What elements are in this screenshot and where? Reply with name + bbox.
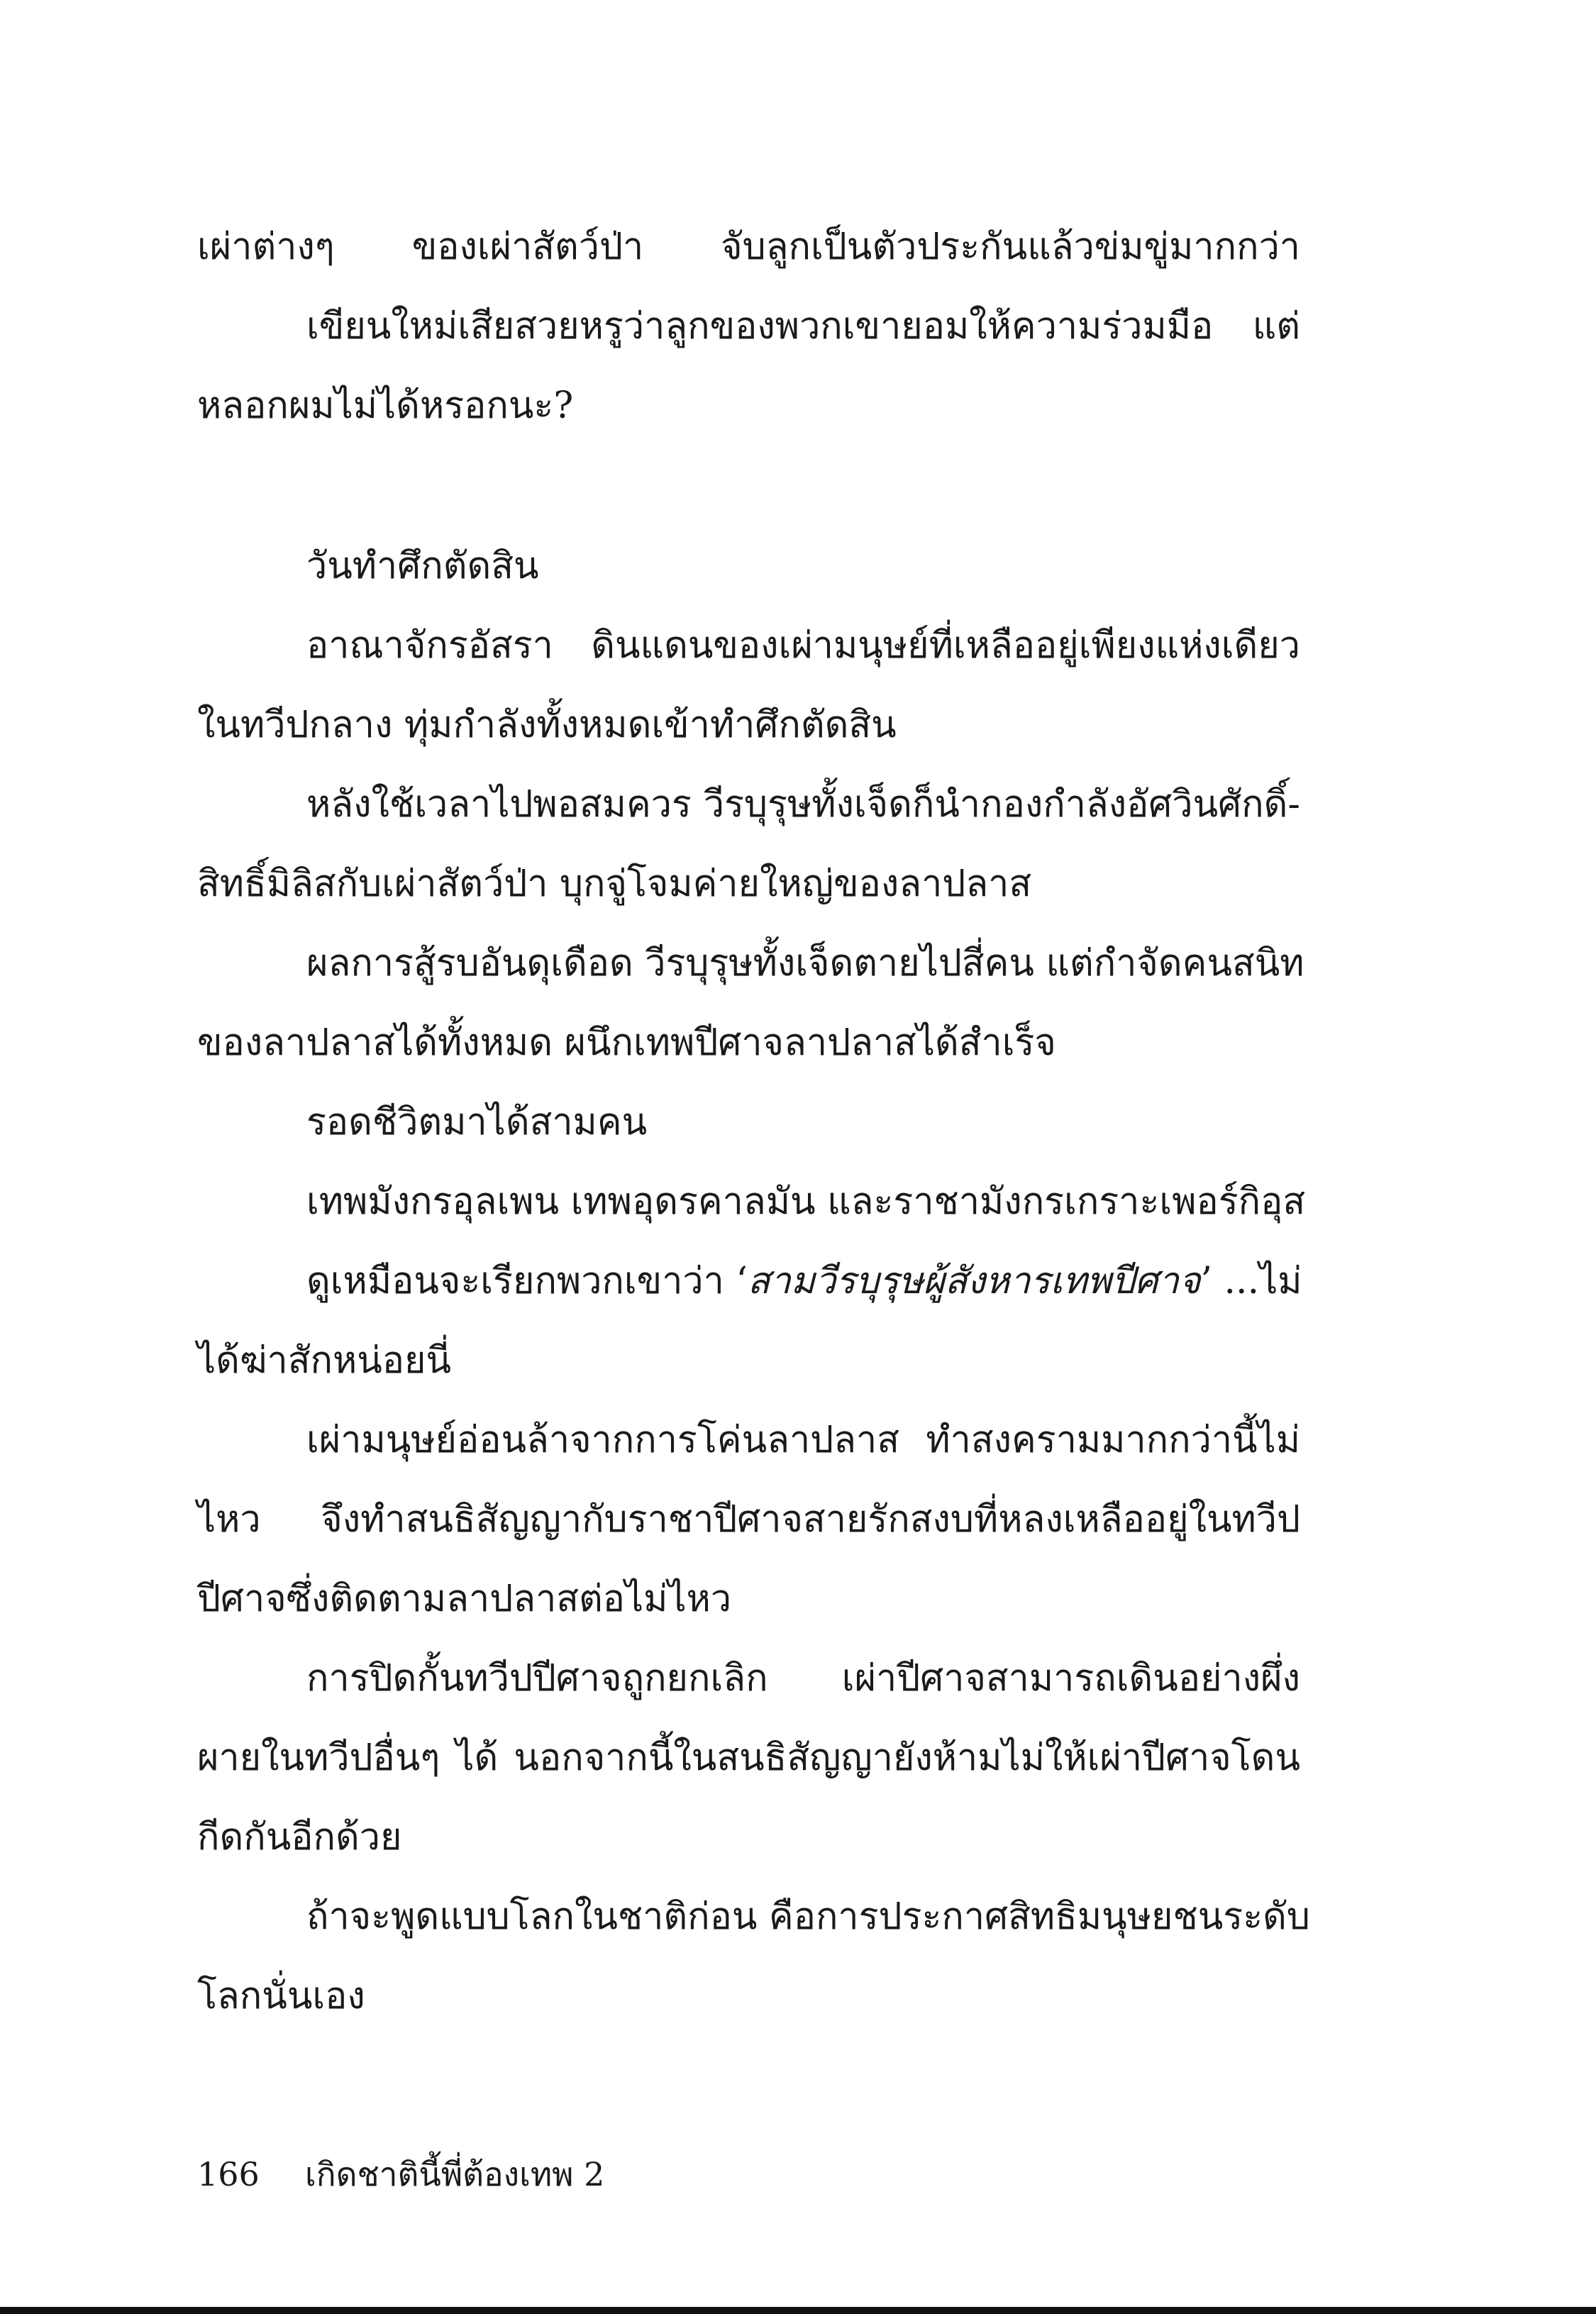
body-line-9: ผลการสู้รบอันดุเดือด วีรบุรุษทั้งเจ็ดตายไปสี่คน แต่กำจัดคนสนิท xyxy=(306,942,1304,985)
body-line-8: สิทธิ์มิลิสกับเผ่าสัตว์ป่า บุกจู่โจมค่ายใหญ่ของลาปลาส xyxy=(197,863,1032,905)
body-line-19: ผายในทวีปอื่นๆ ได้ นอกจากนี้ในสนธิสัญญายังห้ามไม่ให้เผ่าปีศาจโดน xyxy=(197,1737,1300,1779)
running-title: เกิดชาตินี้พี่ต้องเทพ 2 xyxy=(305,2155,605,2193)
body-line-12: เทพมังกรอุลเพน เทพอุดรคาลมัน และราชามังกรเกราะเพอร์กิอุส xyxy=(306,1180,1306,1223)
body-line-1: เผ่าต่างๆ ของเผ่าสัตว์ป่า จับลูกเป็นตัวประกันแล้วข่มขู่มากกว่า xyxy=(197,226,1300,268)
body-line-6: ในทวีปกลาง ทุ่มกำลังทั้งหมดเข้าทำศึกตัดสิน xyxy=(197,704,897,746)
body-line-5: อาณาจักรอัสรา ดินแดนของเผ่ามนุษย์ที่เหลืออยู่เพียงแห่งเดียว xyxy=(306,624,1300,667)
body-line-3: หลอกผมไม่ได้หรอกนะ? xyxy=(197,384,574,427)
body-line-21: ถ้าจะพูดแบบโลกในชาติก่อน คือการประกาศสิทธิมนุษยชนระดับ xyxy=(306,1895,1310,1938)
body-line-2: เขียนใหม่เสียสวยหรูว่าลูกของพวกเขายอมให้ความร่วมมือ แต่ xyxy=(306,305,1300,348)
page-footer xyxy=(197,2142,604,2206)
body-line-14: ได้ฆ่าสักหน่อยนี่ xyxy=(197,1339,452,1382)
body-line-18: การปิดกั้นทวีปปีศาจถูกยกเลิก เผ่าปีศาจสามารถเดินอย่างผึ่ง xyxy=(306,1657,1300,1700)
body-line-15: เผ่ามนุษย์อ่อนล้าจากการโค่นลาปลาส ทำสงครามมากกว่านี้ไม่ xyxy=(306,1419,1300,1461)
body-line-16: ไหว จึงทำสนธิสัญญากับราชาปีศาจสายรักสงบที่หลงเหลืออยู่ในทวีป xyxy=(197,1498,1300,1541)
body-line-13-pre: ดูเหมือนจะเรียกพวกเขาว่า ‘ xyxy=(306,1260,748,1302)
body-line-22: โลกนั่นเอง xyxy=(197,1975,365,2017)
italic-epithet: สามวีรบุรุษผู้สังหารเทพปีศาจ xyxy=(747,1260,1201,1302)
body-line-11: รอดชีวิตมาได้สามคน xyxy=(306,1101,648,1144)
bottom-edge-rule xyxy=(0,2307,1596,2314)
body-line-17: ปีศาจซึ่งติดตามลาปลาสต่อไม่ไหว xyxy=(197,1578,732,1620)
body-line-13-post: ’ ...ไม่ xyxy=(1200,1260,1302,1302)
page-number: 166 xyxy=(197,2155,260,2193)
body-line-10: ของลาปลาสได้ทั้งหมด ผนึกเทพปีศาจลาปลาสได้สำเร็จ xyxy=(197,1022,1056,1064)
body-line-7: หลังใช้เวลาไปพอสมควร วีรบุรุษทั้งเจ็ดก็นำกองกำลังอัศวินศักดิ์- xyxy=(306,783,1300,826)
scene-heading: วันทำศึกตัดสิน xyxy=(306,545,539,587)
body-line-13 xyxy=(306,1249,1300,1314)
body-line-20: กีดกันอีกด้วย xyxy=(197,1816,402,1859)
